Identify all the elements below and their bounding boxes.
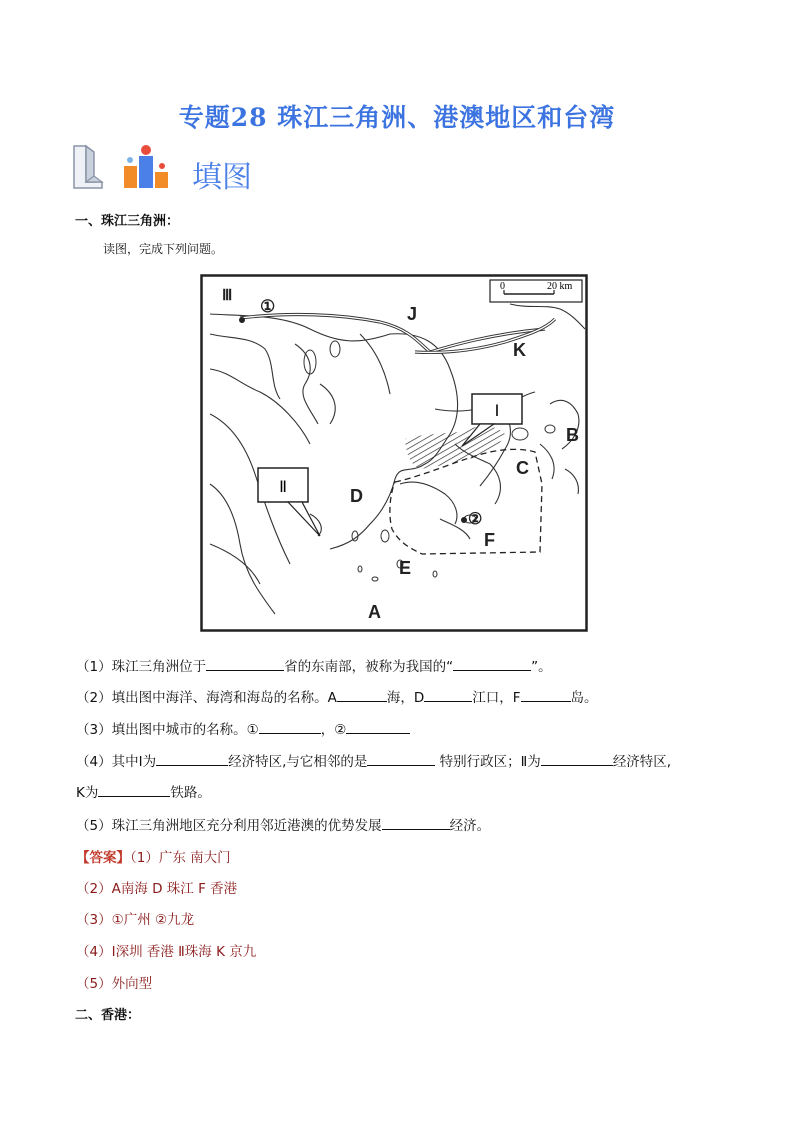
q4-text-d: 经济特区, <box>612 754 672 770</box>
question-5 <box>76 814 490 834</box>
number-one-icon <box>70 142 106 190</box>
label-a: A <box>368 602 381 622</box>
q2-text-d: 岛。 <box>570 690 598 706</box>
answer-5: （5）外向型 <box>76 976 153 992</box>
q4-blank-1[interactable] <box>156 751 228 766</box>
q2-text-a: （2）填出图中海洋、海湾和海岛的名称。A <box>76 690 337 706</box>
q1-text-b: 省的东南部，被称为我国的“ <box>284 659 454 675</box>
q3-blank-1[interactable] <box>259 719 321 734</box>
q4-blank-2[interactable] <box>367 751 435 766</box>
kowloon-dot <box>461 517 467 523</box>
answer-4: （4）Ⅰ深圳 香港 Ⅱ珠海 K 京九 <box>76 944 257 960</box>
q4-text-b: 经济特区,与它相邻的是 <box>228 754 368 770</box>
page-title: 专题28 珠江三角洲、港澳地区和台湾 <box>178 103 616 132</box>
label-ii: Ⅱ <box>279 479 287 496</box>
scale-label: 20 km <box>547 281 573 292</box>
section1-heading: 一、珠江三角洲： <box>75 214 180 229</box>
q4-blank-3[interactable] <box>541 751 613 766</box>
label-c1: ① <box>260 297 276 316</box>
banner-text: 填图 <box>192 160 252 195</box>
label-c: C <box>516 458 529 478</box>
q1-text-c: ”。 <box>531 659 552 675</box>
q4-blank-4[interactable] <box>98 782 170 797</box>
q5-text-a: （5）珠江三角洲地区充分利用邻近港澳的优势发展 <box>76 818 382 834</box>
q4-text-c: 特别行政区；Ⅱ为 <box>435 754 541 770</box>
question-4-line-1 <box>76 750 671 770</box>
answer-1 <box>76 846 231 866</box>
scale-zero: 0 <box>500 281 505 292</box>
label-i: Ⅰ <box>494 403 500 420</box>
answer-2: （2）A南海 D 珠江 F 香港 <box>76 881 238 897</box>
q1-blank-2[interactable] <box>453 656 531 671</box>
q5-text-b: 经济。 <box>449 818 491 834</box>
q2-blank-d[interactable] <box>424 687 472 702</box>
answer-label: 【答案】 <box>76 850 130 866</box>
label-j: J <box>407 304 418 324</box>
map-frame <box>202 276 587 631</box>
question-2 <box>76 686 598 706</box>
label-e: E <box>399 558 412 578</box>
question-1 <box>76 655 552 675</box>
q5-blank-1[interactable] <box>382 815 450 830</box>
label-b: B <box>566 425 579 445</box>
label-k: K <box>513 340 526 360</box>
label-d: D <box>350 486 363 506</box>
label-f: F <box>484 530 495 550</box>
pearl-river-delta-map <box>200 274 588 632</box>
q3-blank-2[interactable] <box>346 719 410 734</box>
q3-text-a: （3）填出图中城市的名称。① <box>76 722 259 738</box>
q3-text-b: ，② <box>320 722 347 738</box>
guangzhou-dot <box>239 317 245 323</box>
q2-blank-f[interactable] <box>521 687 571 702</box>
scale-bar <box>490 280 582 302</box>
question-3 <box>76 718 410 738</box>
q2-text-c: 江口，F <box>472 690 521 706</box>
q1-text-a: （1）珠江三角洲位于 <box>76 659 207 675</box>
label-iii: Ⅲ <box>222 288 233 304</box>
answer-3: （3）①广州 ②九龙 <box>76 912 195 928</box>
q4-text-f: 铁路。 <box>170 785 211 801</box>
q4-text-e: K为 <box>76 785 99 801</box>
q4-text-a: （4）其中Ⅰ为 <box>76 754 157 770</box>
question-4-line-2 <box>76 781 211 801</box>
q1-blank-1[interactable] <box>206 656 284 671</box>
q2-text-b: 海，D <box>386 690 425 706</box>
section1-intro: 读图，完成下列问题。 <box>103 242 224 256</box>
section2-heading: 二、香港： <box>75 1008 141 1023</box>
q2-blank-a[interactable] <box>337 687 387 702</box>
podium-trophy-icon <box>122 144 172 190</box>
label-c2: ② <box>468 511 483 528</box>
answer-1-text: （1）广东 南大门 <box>130 850 231 866</box>
